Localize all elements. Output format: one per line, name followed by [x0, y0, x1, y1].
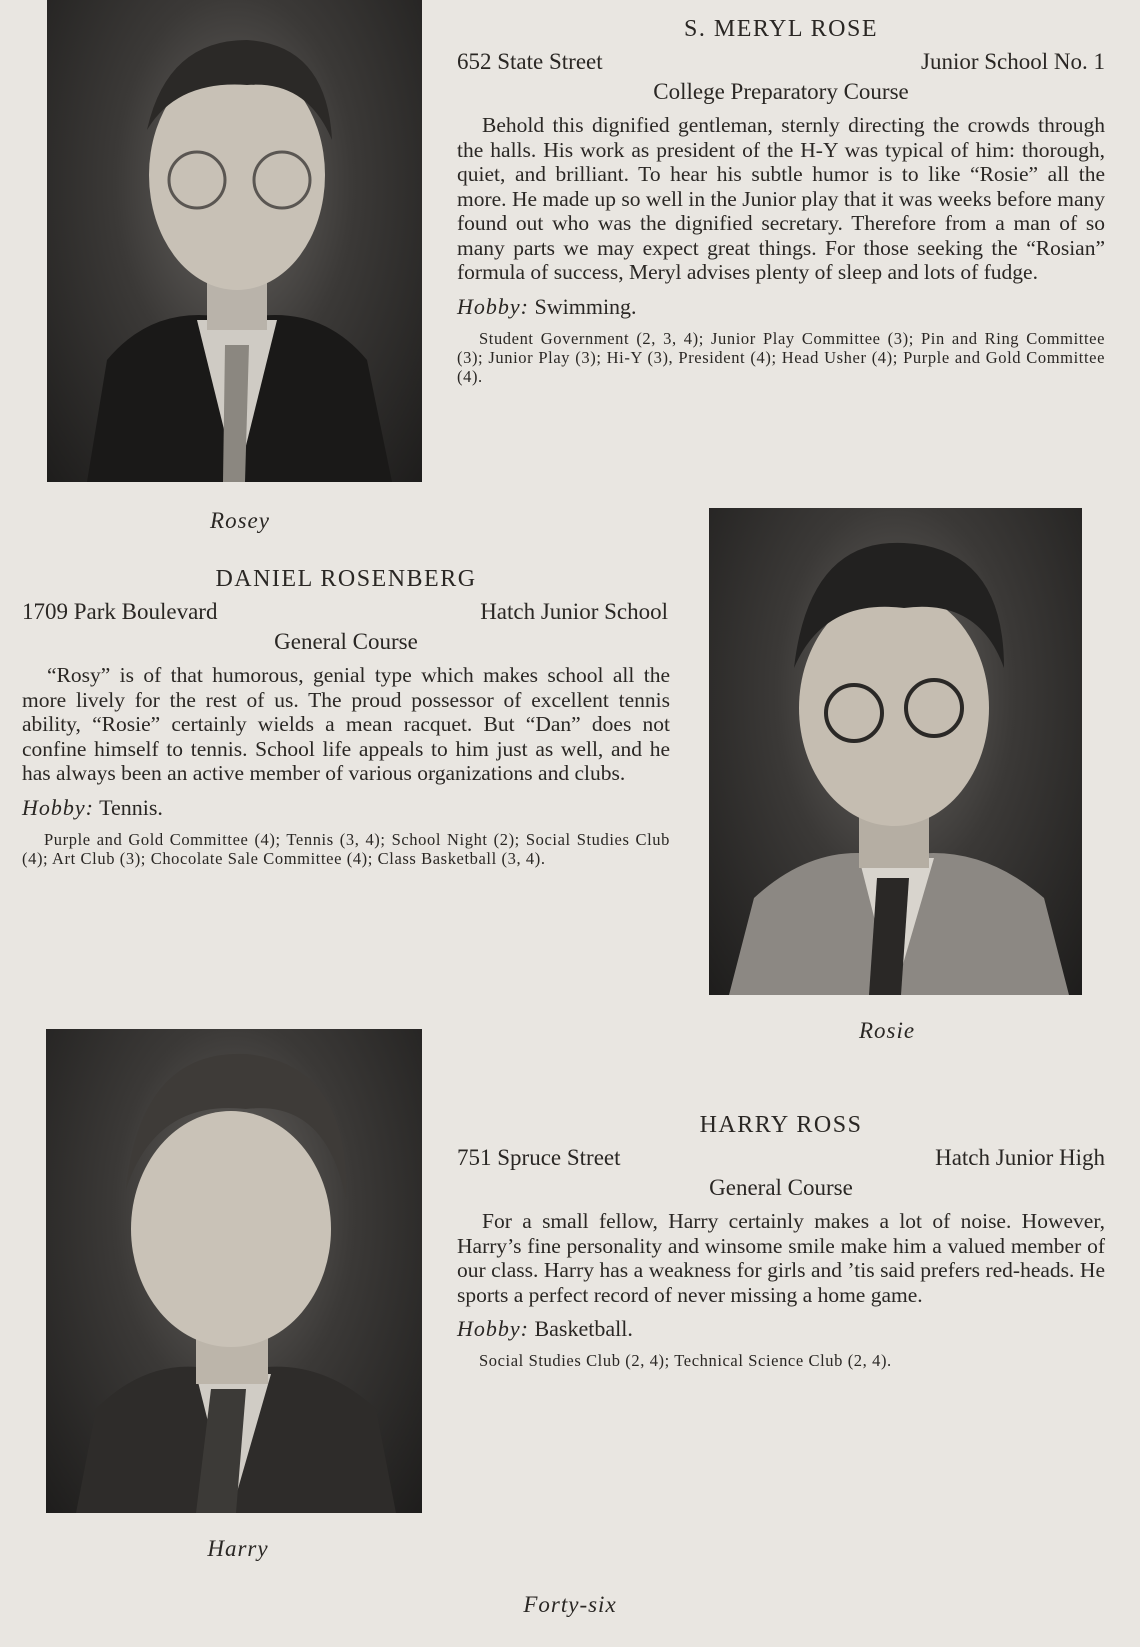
hobby-line	[457, 1315, 1105, 1343]
activities: Social Studies Club (2, 4); Technical Science Club (2, 4).	[479, 1351, 892, 1370]
entry-rose	[457, 16, 1105, 386]
street-address: 652 State Street	[457, 49, 603, 74]
course: General Course	[274, 629, 418, 654]
hobby-line	[457, 293, 1105, 321]
hobby-line	[22, 794, 670, 822]
student-name: HARRY ROSS	[699, 1112, 863, 1138]
nickname-ross: Harry	[207, 1536, 269, 1561]
page-number: Forty-six	[523, 1592, 617, 1617]
junior-school: Hatch Junior School	[480, 599, 668, 624]
activities: Purple and Gold Committee (4); Tennis (3, 4); School Night (2); Social Studies Club (4); Art Club (3); Chocolate Sale Committee (4); Class Basketball (3, 4).	[22, 829, 670, 868]
entry-ross	[457, 1112, 1105, 1370]
junior-school: Junior School No. 1	[921, 49, 1105, 74]
nickname-rose: Rosey	[210, 508, 270, 533]
street-address: 1709 Park Boulevard	[22, 599, 218, 624]
portrait-photo-ross	[46, 1029, 422, 1513]
course: General Course	[709, 1175, 853, 1200]
hobby-label: Hobby:	[22, 794, 94, 820]
course: College Preparatory Course	[653, 79, 909, 104]
hobby-value: Tennis.	[99, 794, 163, 820]
portrait-photo-rosenberg	[709, 508, 1082, 995]
street-address: 751 Spruce Street	[457, 1145, 621, 1170]
address-row	[457, 47, 1105, 77]
entry-rosenberg	[22, 566, 670, 868]
hobby-value: Basketball.	[534, 1316, 633, 1341]
portrait-photo-rose	[47, 0, 422, 482]
address-row	[457, 1143, 1105, 1173]
biography: Behold this dignified gentleman, sternly directing the crowds through the halls. His work as president of the H-Y was typical of him: thorough, quiet, and brilliant. To hear his subtle humor is to like “Rosie” all the more. He made up so well in the Junior play that it was weeks before many found out who was the dignified secretary. Therefore from a man of so many parts we may expect great things. For those seeking the “Rosian” formula of success, Meryl advises plenty of sleep and lots of fudge.	[457, 113, 1105, 284]
junior-school: Hatch Junior High	[935, 1145, 1105, 1170]
address-row	[22, 597, 670, 627]
student-name: S. MERYL ROSE	[684, 16, 878, 42]
student-name: DANIEL ROSENBERG	[215, 566, 477, 592]
biography: “Rosy” is of that humorous, genial type which makes school all the more lively for the rest of us. The proud possessor of excellent tennis ability, “Rosie” certainly wields a mean racquet. But “Dan” does not confine himself to tennis. School life appeals to him just as well, and he has always been an active member of various organizations and clubs.	[22, 663, 670, 785]
hobby-label: Hobby:	[457, 293, 529, 319]
hobby-value: Swimming.	[534, 293, 637, 319]
hobby-label: Hobby:	[457, 1316, 529, 1341]
biography: For a small fellow, Harry certainly makes a lot of noise. However, Harry’s fine personality and winsome smile make him a valued member of our class. Harry has a weakness for girls and ’tis said prefers red-heads. He sports a perfect record of never missing a home game.	[457, 1209, 1105, 1307]
activities: Student Government (2, 3, 4); Junior Play Committee (3); Pin and Ring Committee (3); Junior Play (3); Hi-Y (3), President (4); Head Usher (4); Purple and Gold Committee (4).	[457, 328, 1105, 386]
nickname-rosenberg: Rosie	[858, 1018, 916, 1043]
